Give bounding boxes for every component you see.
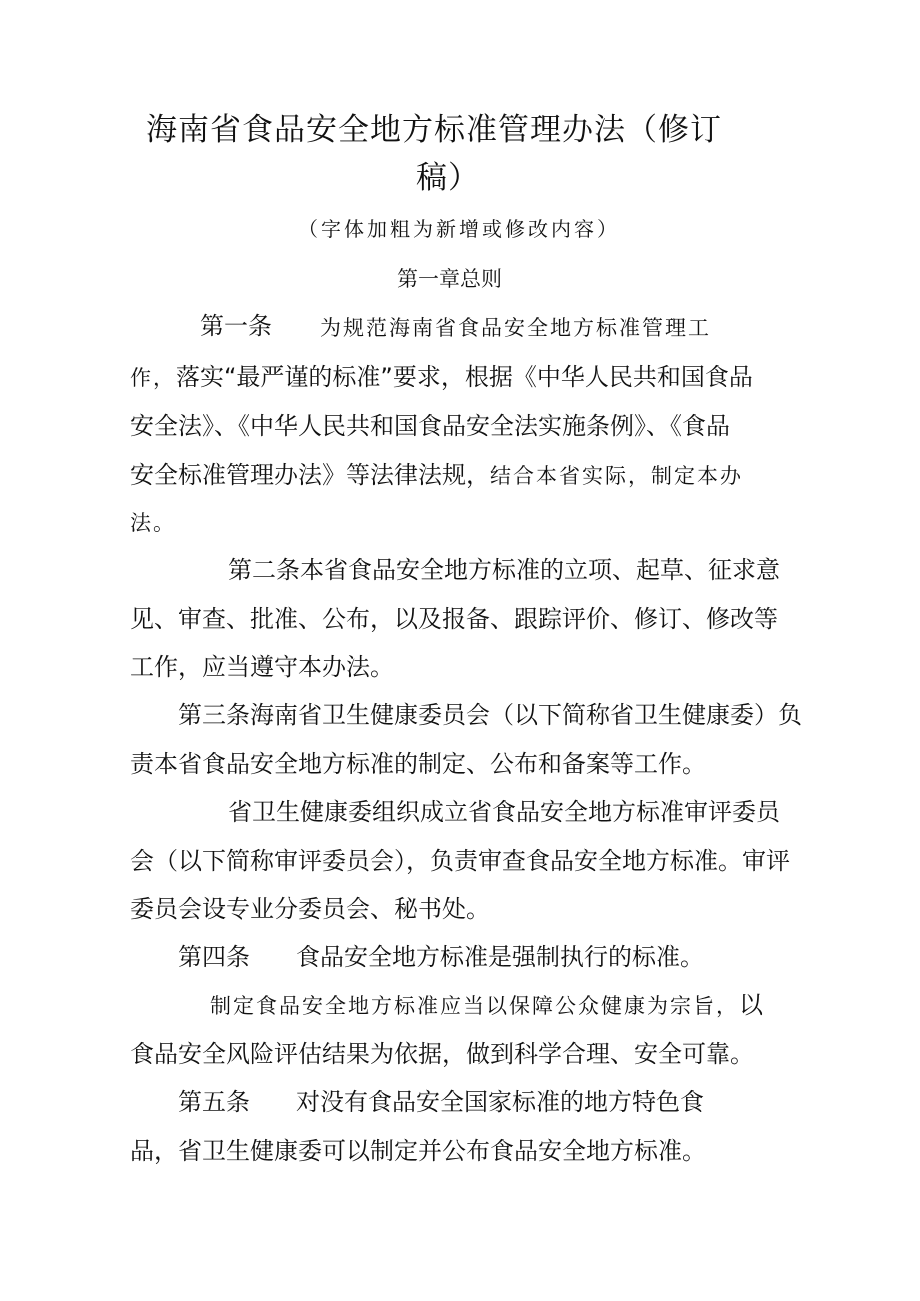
article-2-text-line-3: 工作，应当遵守本办法。 [130, 653, 394, 681]
article-3-para-2-line-3: 委员会设专业分委员会、秘书处。 [130, 895, 490, 923]
article-1-line-2-rest: 落实“最严谨的标准”要求，根据《中华人民共和国食品 [176, 363, 753, 391]
chapter-heading: 第一章总则 [397, 267, 502, 291]
article-1-line-2-start: 作， [130, 366, 176, 390]
article-1-line-4-rest: 结合本省实际，制定本办 [490, 464, 743, 488]
article-1-text-line-4 [130, 460, 743, 491]
article-3-text-line-1: 第三条海南省卫生健康委员会（以下简称省卫生健康委）负 [178, 701, 802, 729]
article-4-para-2-line-2: 食品安全风险评估结果为依据，做到科学合理、安全可靠。 [130, 1040, 754, 1068]
article-5-label: 第五条 [178, 1088, 250, 1116]
article-1-line-4-start: 安全标准管理办法》等法律法规， [130, 461, 490, 489]
article-3-para-2-line-1: 省卫生健康委组织成立省食品安全地方标准审评委员 [228, 798, 780, 826]
article-5-text-line-2: 品，省卫生健康委可以制定并公布食品安全地方标准。 [130, 1137, 706, 1165]
article-4-text-line-1: 食品安全地方标准是强制执行的标准。 [296, 943, 704, 971]
article-1-text-line-5: 法。 [130, 511, 176, 535]
article-1-label: 第一条 [200, 312, 272, 340]
article-4-para-2-line-1 [210, 990, 763, 1021]
article-2-text-line-2: 见、审查、批准、公布，以及报备、跟踪评价、修订、修改等 [130, 605, 778, 633]
article-3-para-2-line-2: 会（以下简称审评委员会），负责审查食品安全地方标准。审评 [130, 847, 790, 875]
document-title-line-1: 海南省食品安全地方标准管理办法（修订 [146, 112, 722, 148]
document-subtitle: （字体加粗为新增或修改内容） [298, 217, 620, 241]
article-1-text-line-2 [130, 362, 753, 393]
article-1-text-line-3: 安全法》、《中华人民共和国食品安全法实施条例》、《食品 [130, 412, 730, 440]
article-2-text-line-1: 第二条本省食品安全地方标准的立项、起草、征求意 [228, 556, 780, 584]
document-title-line-2: 稿） [416, 160, 480, 196]
article-4-label: 第四条 [178, 943, 250, 971]
article-4-para-2-line-1-end: 以 [739, 991, 763, 1019]
article-4-para-2-line-1-start: 制定食品安全地方标准应当以保障公众健康为宗旨， [210, 994, 739, 1018]
article-5-text-line-1: 对没有食品安全国家标准的地方特色食 [296, 1088, 704, 1116]
article-1-text-line-1: 为规范海南省食品安全地方标准管理工 [320, 316, 711, 340]
article-3-text-line-2: 责本省食品安全地方标准的制定、公布和备案等工作。 [130, 750, 706, 778]
